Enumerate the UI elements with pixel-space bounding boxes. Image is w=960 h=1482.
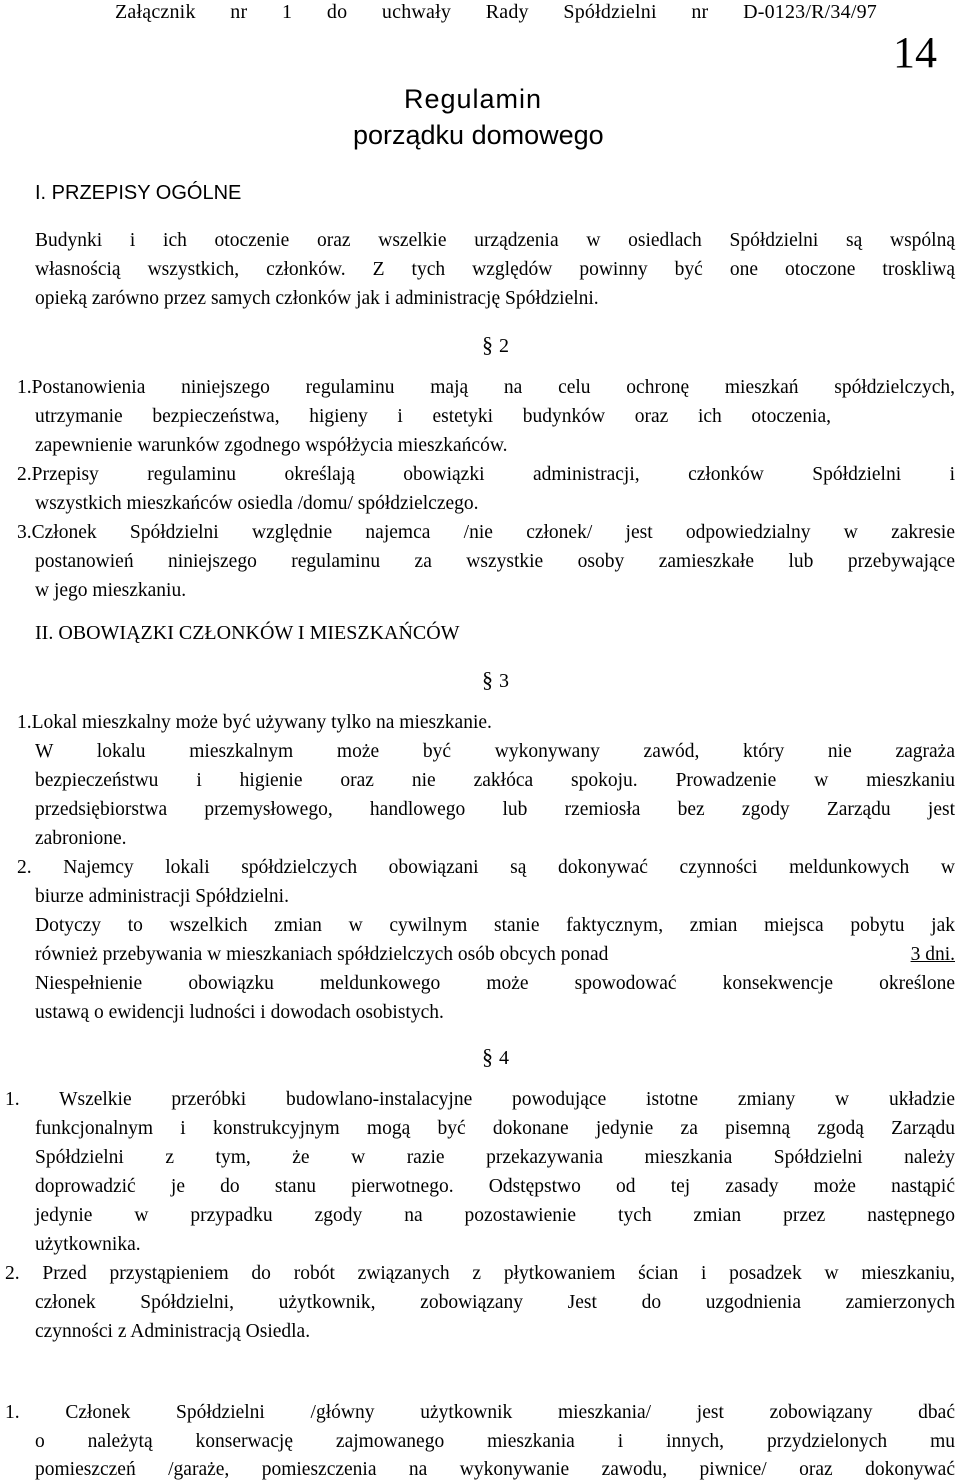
intro-line-3: opieką zarówno przez samych członków jak i administrację Spółdzielni. [35,288,599,309]
paragraph-2-mark [482,332,509,359]
section-1-heading: I. PRZEPISY OGÓLNE [35,182,242,204]
para5-line-1: 1. Członek Spółdzielni /główny użytkownik mieszkania/ jest zobowiązany dbać [5,1402,955,1423]
para3-line-1: 1.Lokal mieszkalny może być używany tylko na mieszkanie. [17,712,492,733]
para4-line-7: 2. Przed przystąpieniem do robót związanych z płytkowaniem ścian i posadzek w mieszkaniu, [5,1263,955,1284]
paragraph-4-mark [482,1044,509,1071]
para3-line-9-text: również przebywania w mieszkaniach spółdzielczych osób obcych ponad [35,944,614,965]
para3-line-4: przedsiębiorstwa przemysłowego, handlowego lub rzemiosła bez zgody Zarządu jest [35,799,955,820]
paragraph-number: 3 [499,670,509,692]
para2-line-1: 1.Postanowienia niniejszego regulaminu mają na celu ochronę mieszkań spółdzielczych, [17,377,955,398]
paragraph-number: 4 [499,1047,509,1069]
para5-line-2: o należytą konserwację zajmowanego mieszkania i innych, przydzielonych mu [35,1431,955,1452]
para4-line-6: użytkownika. [35,1234,141,1255]
para4-line-8: członek Spółdzielni, użytkownik, zobowiązany Jest do uzgodnienia zamierzonych [35,1292,955,1313]
para3-line-5: zabronione. [35,828,127,849]
document-title: Regulamin [404,84,543,114]
para2-line-6: 3.Członek Spółdzielni względnie najemca /nie członek/ jest odpowiedzialny w zakresie [17,522,955,543]
para2-line-3: zapewnienie warunków zgodnego współżycia mieszkańców. [35,435,508,456]
para3-line-6: 2. Najemcy lokali spółdzielczych obowiązani są dokonywać czynności meldunkowych w [17,857,955,878]
para3-line-2: W lokalu mieszkalnym może być wykonywany zawód, który nie zagraża [35,741,955,762]
section-2-heading: II. OBOWIĄZKI CZŁONKÓW I MIESZKAŃCÓW [35,622,460,644]
document-subtitle: porządku domowego [353,120,604,150]
para3-line-3: bezpieczeństwu i higienie oraz nie zakłóca spokoju. Prowadzenie w mieszkaniu [35,770,955,791]
section-sign-icon: § [482,667,493,692]
duration-underlined: 3 dni. [910,944,955,965]
page-number: 14 [893,28,937,77]
intro-line-1: Budynki i ich otoczenie oraz wszelkie urządzenia w osiedlach Spółdzielni są wspólną [35,230,955,251]
section-sign-icon: § [482,332,493,357]
paragraph-3-mark [482,667,509,694]
para4-line-4: doprowadzić je do stanu pierwotnego. Odstępstwo od tej zasady może nastąpić [35,1176,955,1197]
para2-line-7: postanowień niniejszego regulaminu za wszystkie osoby zamieszkałe lub przebywające [35,551,955,572]
para3-line-7: biurze administracji Spółdzielni. [35,886,289,907]
para3-line-11: ustawą o ewidencji ludności i dowodach osobistych. [35,1002,444,1023]
para2-line-8: w jego mieszkaniu. [35,580,187,601]
para4-line-3: Spółdzielni z tym, że w razie przekazywania mieszkania Spółdzielni należy [35,1147,955,1168]
para3-line-8: Dotyczy to wszelkich zmian w cywilnym stanie faktycznym, zmian miejsca pobytu jak [35,915,955,936]
para3-line-9 [35,943,955,967]
intro-line-2: własnością wszystkich, członków. Z tych względów powinny być one otoczone troskliwą [35,259,955,280]
para4-line-2: funkcjonalnym i konstrukcyjnym mogą być dokonane jedynie za pisemną zgodą Zarządu [35,1118,955,1139]
para3-line-10: Niespełnienie obowiązku meldunkowego może spowodować konsekwencje określone [35,973,955,994]
section-sign-icon: § [482,1044,493,1069]
document-header: Załącznik nr 1 do uchwały Rady Spółdzielni nr D-0123/R/34/97 [115,1,877,23]
para5-line-3: pomieszczeń /garaże, pomieszczenia na wykonywanie zawodu, piwnice/ oraz dokonywać [35,1459,955,1480]
paragraph-number: 2 [499,335,509,357]
para4-line-1: 1. Wszelkie przeróbki budowlano-instalacyjne powodujące istotne zmiany w układzie [5,1089,955,1110]
para2-line-5: wszystkich mieszkańców osiedla /domu/ spółdzielczego. [35,493,479,514]
para4-line-5: jedynie w przypadku zgody na pozostawienie tych zmian przez następnego [35,1205,955,1226]
para2-line-2: utrzymanie bezpieczeństwa, higieny i estetyki budynków oraz ich otoczenia, [35,406,831,427]
para4-line-9: czynności z Administracją Osiedla. [35,1321,311,1342]
para2-line-4: 2.Przepisy regulaminu określają obowiązki administracji, członków Spółdzielni i [17,464,955,485]
